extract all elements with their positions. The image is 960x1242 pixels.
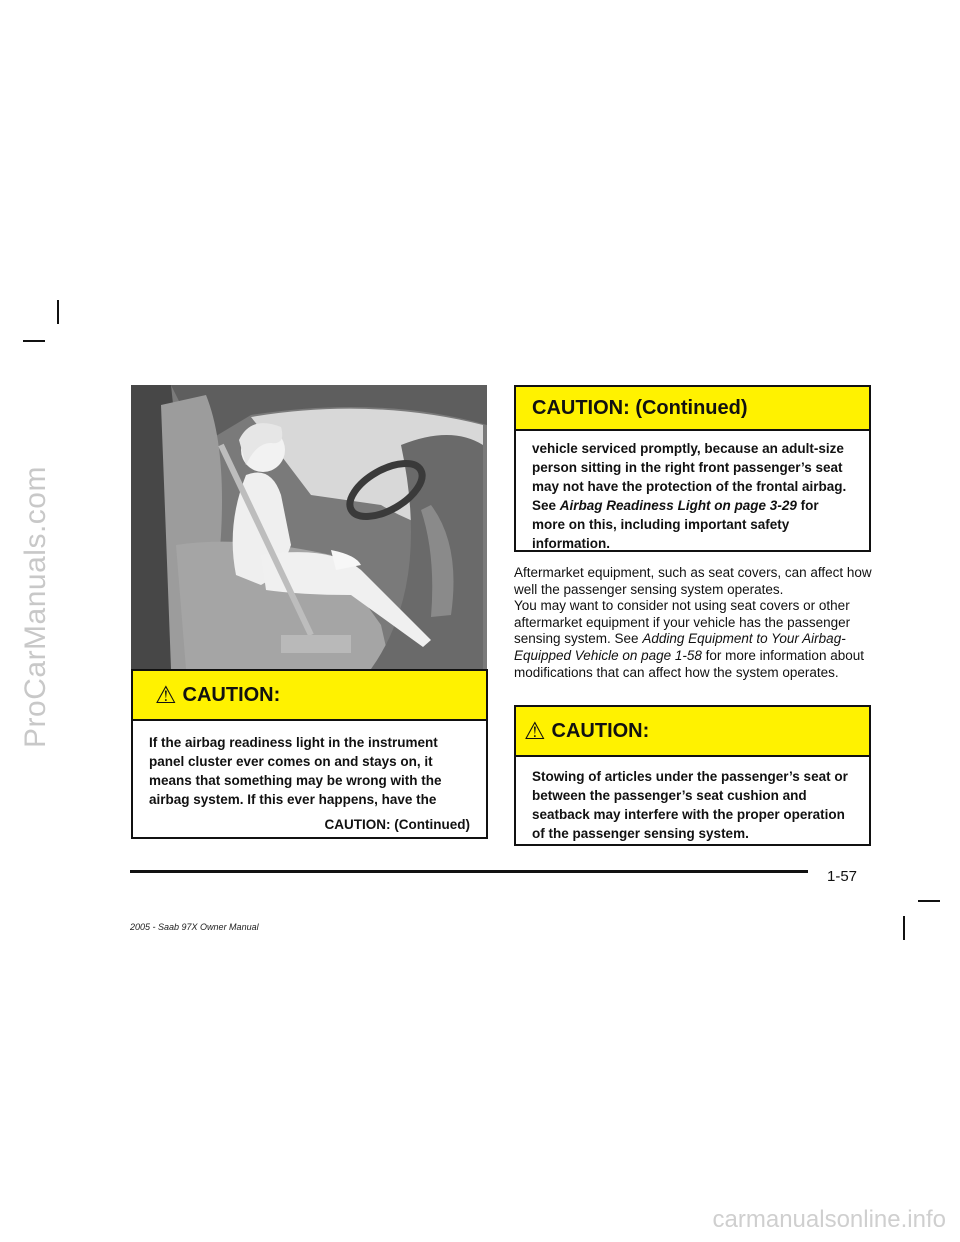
right-caution-body: [516, 757, 869, 855]
adding-equipment-link[interactable]: Adding Equipment to Your Airbag-Equipped Vehicle on page 1-58: [514, 631, 846, 663]
right-caution-heading: CAUTION:: [551, 719, 650, 742]
page-number: 1-57: [827, 868, 858, 885]
passenger-seat-illustration: [131, 385, 487, 669]
aftermarket-text-after: for more information about modifications that can affect how the system operates.: [514, 647, 864, 680]
left-caution-body: [133, 721, 486, 846]
aftermarket-line1: Aftermarket equipment, such as seat covers, can affect how well the passenger sensing system operates.: [514, 565, 872, 597]
right-caution-box: [514, 705, 871, 846]
continued-caution-body: [516, 431, 869, 565]
continued-caution-heading: CAUTION: (Continued): [532, 396, 748, 419]
aftermarket-paragraph: [514, 565, 884, 681]
left-caution-heading: CAUTION:: [182, 683, 281, 706]
passenger-seat-drawing: [131, 385, 487, 669]
aftermarket-text-before: You may want to consider not using seat covers or other aftermarket equipment if your vehicle has the passenger sensing system. See: [514, 598, 851, 647]
page-rule: [130, 870, 808, 873]
left-caution-box: [131, 669, 488, 839]
right-caution-header: [516, 707, 869, 757]
aftermarket-line2: [514, 598, 884, 681]
continued-caution-header: [516, 387, 869, 431]
warning-triangle-icon: ⚠: [155, 681, 177, 709]
continued-caution-text-before: vehicle serviced promptly, because an adult-size person sitting in the right front passenger’s seat may not have the protection of the frontal airbag. See: [532, 441, 847, 513]
footer-text: 2005 - Saab 97X Owner Manual: [130, 922, 259, 932]
crop-mark: [903, 916, 905, 940]
side-watermark: [6, 0, 66, 1242]
left-caution-continued: CAUTION: (Continued): [324, 817, 470, 832]
crop-mark: [918, 900, 940, 902]
right-caution-text: Stowing of articles under the passenger’s seat or between the passenger’s seat cushion and seatback may interfere with the proper operation of the passenger sensing system.: [532, 769, 848, 841]
left-caution-header: [133, 671, 486, 721]
bottom-watermark: carmanualsonline.info: [712, 1206, 946, 1233]
warning-triangle-icon: ⚠: [524, 717, 546, 745]
continued-caution-box: [514, 385, 871, 552]
left-caution-text: If the airbag readiness light in the instrument panel cluster ever comes on and stays on, it means that something may be wrong with the airbag system. If this ever happens, have the: [149, 735, 442, 807]
airbag-readiness-link[interactable]: Airbag Readiness Light on page 3-29: [559, 498, 797, 513]
continued-caution-text-after: for more on this, including important safety information.: [532, 498, 819, 551]
side-watermark-text: ProCarManuals.com: [19, 466, 52, 748]
